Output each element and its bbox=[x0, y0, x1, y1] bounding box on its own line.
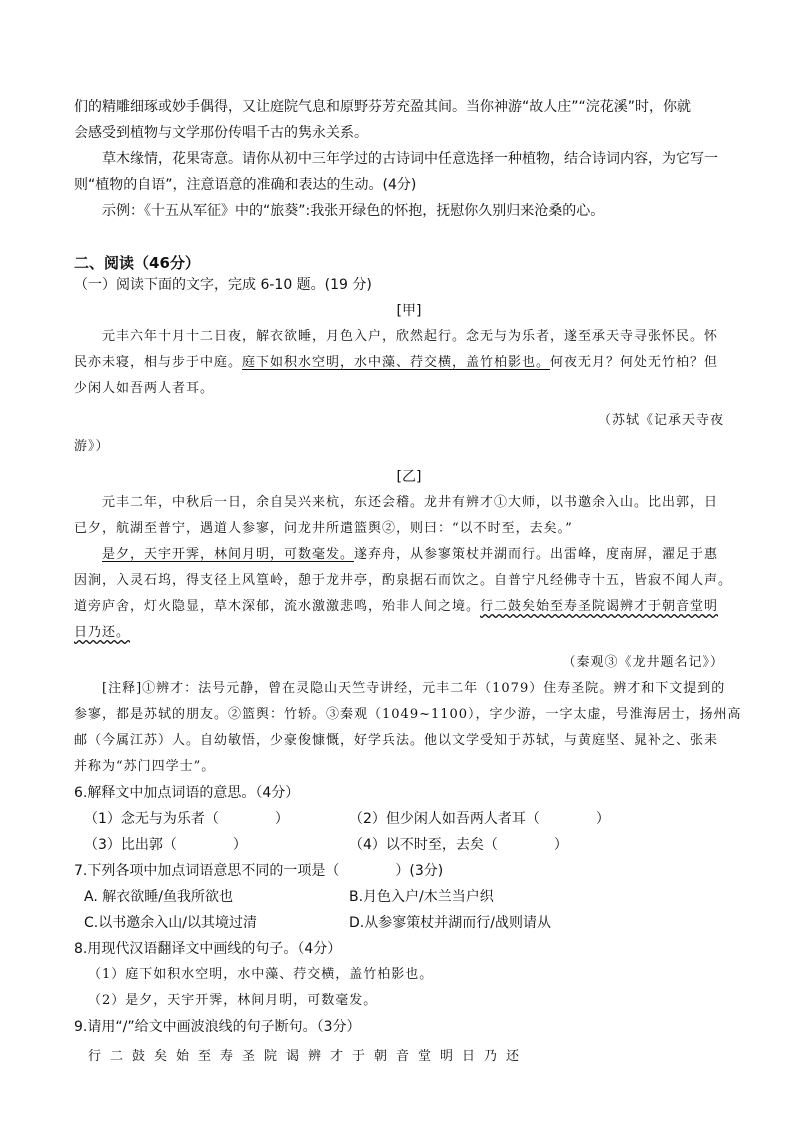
intro-line-2: 会感受到植物与文学那份传唱千古的隽永关系。 bbox=[74, 125, 368, 141]
notes-line-1: [注释]①辨才：法号元静，曾在灵隐山天竺寺讲经，元丰二年（1079）住寿圣院。辨才和下文提到的 bbox=[102, 681, 726, 696]
question-7-option-b: B.月色入户/木兰当户织 bbox=[349, 889, 494, 905]
question-8-item-2: （2）是夕，天宇开霁，林间月明，可数毫发。 bbox=[88, 993, 378, 1008]
passage-yi-line-2: 已夕，航湖至普宁，遇道人参寥，问龙井所遣篮舆②，则曰：“以不时至，去矣。” bbox=[74, 521, 573, 536]
passage-yi-line-3 bbox=[74, 542, 724, 568]
yi-text: 遂弃舟，从参寥策杖并湖而行。出雷峰，度南屏，濯足于惠 bbox=[354, 547, 719, 562]
question-7-row-2 bbox=[74, 910, 724, 936]
section-subtitle: （一）阅读下面的文字，完成 6-10 题。(19 分) bbox=[74, 277, 372, 293]
passage-yi-line-6 bbox=[74, 620, 724, 646]
question-6-stem: 6.解释文中加点词语的意思。（4分） bbox=[74, 785, 300, 801]
notes-line-4: 并称为“苏门四学士”。 bbox=[74, 759, 216, 774]
question-7-option-c: C.以书邀余入山/以其境过清 bbox=[84, 915, 257, 931]
passage-yi-line-5 bbox=[74, 594, 724, 620]
question-6-row-2 bbox=[74, 832, 724, 858]
intro-line-3: 草木缘情，花果寄意。请你从初中三年学过的古诗词中任意选择一种植物，结合诗词内容，为它写一 bbox=[102, 151, 718, 167]
question-6-item-4: （4）以不时至，去矣（ ） bbox=[349, 837, 568, 853]
question-7-option-a: A. 解衣欲睡/鱼我所欲也 bbox=[84, 889, 233, 905]
yi-text: 道旁庐舍，灯火隐显，草木深郁，流水激激悲鸣，殆非人间之境。 bbox=[74, 599, 481, 614]
passage-jia-line-3: 少闲人如吾两人者耳。 bbox=[74, 381, 215, 396]
question-6-item-2: （2）但少闲人如吾两人者耳（ ） bbox=[349, 811, 610, 827]
yi-wavy-sentence: 行二鼓矣始至寿圣院谒辨才于朝音堂明 bbox=[480, 599, 719, 614]
section-title: 二、阅读（46分） bbox=[74, 254, 200, 272]
passage-jia-line-1: 元丰六年十月十二日夜，解衣欲睡，月色入户，欣然起行。念无与为乐者，遂至承天寺寻张怀民。怀 bbox=[102, 329, 719, 344]
intro-example: 示例：《十五从军征》中的“旅葵”:我张开绿色的怀抱，抚慰你久别归来沧桑的心。 bbox=[102, 203, 605, 219]
question-6-item-3: （3）比出郭（ ） bbox=[84, 837, 247, 853]
question-7-row-1 bbox=[74, 884, 724, 910]
question-6-row-1 bbox=[74, 806, 724, 832]
yi-wavy-sentence-end: 日乃还。 bbox=[74, 625, 131, 640]
intro-line-4: 则“植物的自语”，注意语意的准确和表达的生动。(4分) bbox=[74, 177, 417, 193]
passage-jia-label: [甲] bbox=[396, 303, 422, 319]
passage-jia-line-2 bbox=[74, 350, 724, 376]
passage-yi-line-4: 因涧，入灵石坞，得支径上风篁岭，憩于龙井亭，酌泉据石而饮之。自普宁凡经佛寺十五，皆寂不闻人声。 bbox=[74, 573, 733, 588]
question-7-stem: 7.下列各项中加点词语意思不同的一项是（ ）(3分) bbox=[74, 863, 444, 879]
yi-underlined-sentence: 是夕，天宇开霁，林间月明，可数毫发。 bbox=[102, 547, 355, 562]
passage-jia-source: （苏轼《记承天寺夜 bbox=[597, 413, 724, 428]
jia-text: 民亦未寝，相与步于中庭。 bbox=[74, 355, 243, 370]
passage-yi-source: （秦观③《龙井题名记》） bbox=[562, 655, 724, 670]
question-8-item-1: （1）庭下如积水空明，水中藻、荇交横，盖竹柏影也。 bbox=[88, 967, 434, 982]
passage-jia-source-cont: 游》） bbox=[74, 439, 110, 454]
exam-page bbox=[74, 94, 742, 1070]
passage-yi-line-1: 元丰二年，中秋后一日，余自吴兴来杭，东还会稽。龙井有辨才①大师，以书邀余入山。比出郭，日 bbox=[102, 495, 719, 510]
jia-text: 何夜无月？何处无竹柏？但 bbox=[550, 355, 719, 370]
question-6-item-1: （1）念无与为乐者（ ） bbox=[84, 811, 289, 827]
notes-line-3: 邮（今属江苏）人。自幼敏悟，少豪俊慷慨，好学兵法。他以文学受知于苏轼，与黄庭坚、晁补之、张耒 bbox=[74, 733, 719, 748]
jia-underlined-sentence: 庭下如积水空明，水中藻、荇交横，盖竹柏影也。 bbox=[242, 355, 551, 370]
question-9-stem: 9.请用“/”给文中画波浪线的句子断句。（3分） bbox=[74, 1019, 361, 1035]
question-8-stem: 8.用现代汉语翻译文中画线的句子。（4分） bbox=[74, 941, 342, 957]
notes-line-2: 参寥，都是苏轼的朋友。②篮舆：竹轿。③秦观（1049~1100），字少游，一字太虚，号淮海居士，扬州高 bbox=[74, 707, 742, 722]
question-7-option-d: D.从参寥策杖并湖而行/战则请从 bbox=[349, 915, 551, 931]
passage-yi-label: [乙] bbox=[396, 469, 422, 485]
question-9-sentence: 行二鼓矣始至寿圣院谒辨才于朝音堂明日乃还 bbox=[88, 1049, 529, 1064]
intro-line-1: 们的精雕细琢或妙手偶得，又让庭院气息和原野芬芳充盈其间。当你神游“故人庄”“浣花溪”时，你就 bbox=[74, 99, 692, 115]
